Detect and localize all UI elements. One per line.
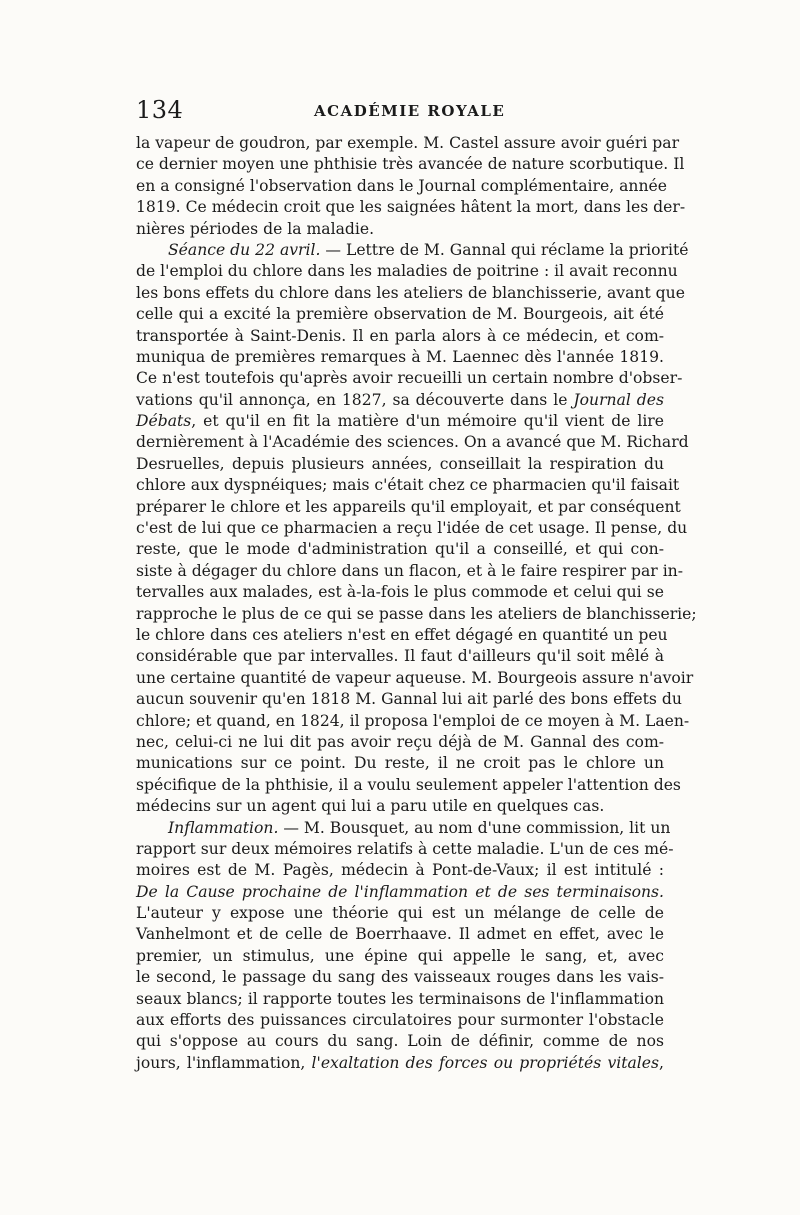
- text-line: [136, 646, 664, 667]
- text-segment: seaux blancs; il rapporte toutes les terminaisons de l'inflammation: [136, 989, 664, 1008]
- text-segment: Ce n'est toutefois qu'après avoir recueilli un certain nombre d'obser-: [136, 369, 683, 388]
- text-line: [136, 368, 683, 389]
- text-segment: nec, celui-ci ne lui dit pas avoir reçu déjà de M. Gannal des com-: [136, 732, 664, 751]
- text-line: [136, 689, 682, 710]
- text-segment: L'auteur y expose une théorie qui est un mélange de celle de: [136, 904, 664, 923]
- text-segment: les bons effets du chlore dans les ateliers de blanchisserie, avant que: [136, 283, 685, 302]
- text-segment: c'est de lui que ce pharmacien a reçu l'idée de cet usage. Il pense, du: [136, 519, 688, 538]
- text-line: [136, 625, 668, 646]
- text-segment: préparer le chlore et les appareils qu'il employait, et par conséquent: [136, 497, 681, 516]
- text-line: [136, 219, 664, 240]
- text-segment: ce dernier moyen une phthisie très avancée de nature scorbutique. Il: [136, 155, 685, 174]
- text-line: [136, 475, 680, 496]
- italic-text: Journal des: [573, 390, 664, 409]
- text-segment: transportée à Saint-Denis. Il en parla alors à ce médecin, et com-: [136, 326, 664, 345]
- text-line: [136, 604, 697, 625]
- text-segment: chlore aux dyspnéiques; mais c'était chez ce pharmacien qu'il faisait: [136, 476, 680, 495]
- text-segment: dernièrement à l'Académie des sciences. On a avancé que M. Richard: [136, 433, 689, 452]
- text-segment: celle qui a excité la première observation de M. Bourgeois, ait été: [136, 305, 664, 324]
- text-segment: Vanhelmont et de celle de Boerrhaave. Il admet en effet, avec le: [136, 925, 664, 944]
- text-segment: 1819. Ce médecin croit que les saignées hâtent la mort, dans les der-: [136, 198, 686, 217]
- text-segment: premier, un stimulus, une épine qui appelle le sang, et, avec: [136, 946, 664, 965]
- text-segment: rapport sur deux mémoires relatifs à cette maladie. L'un de ces mé-: [136, 839, 674, 858]
- text-segment: moires est de M. Pagès, médecin à Pont-de-Vaux; il est intitulé :: [136, 861, 664, 880]
- running-head: ACADÉMIE ROYALE: [314, 102, 506, 120]
- text-segment: le chlore dans ces ateliers n'est en effet dégagé en quantité un peu: [136, 625, 668, 644]
- italic-text: l'exaltation des forces ou propriétés vitales: [311, 1053, 660, 1072]
- text-line: [136, 240, 689, 261]
- text-segment: ,: [659, 1053, 664, 1072]
- text-line: [136, 454, 664, 475]
- text-segment: considérable que par intervalles. Il faut d'ailleurs qu'il soit mêlé à: [136, 647, 664, 666]
- text-segment: — Lettre de M. Gannal qui réclame la priorité: [320, 240, 689, 259]
- text-segment: nières périodes de la maladie.: [136, 219, 375, 238]
- text-segment: tervalles aux malades, est à-la-fois le plus commode et celui qui se: [136, 583, 664, 602]
- text-segment: rapproche le plus de ce qui se passe dans les ateliers de blanchisserie;: [136, 604, 697, 623]
- italic-text: Inflammation.: [168, 818, 279, 837]
- text-segment: chlore; et quand, en 1824, il proposa l'emploi de ce moyen à M. Laen-: [136, 711, 690, 730]
- text-segment: aux efforts des puissances circulatoires pour surmonter l'obstacle: [136, 1011, 664, 1030]
- text-line: [136, 924, 664, 945]
- text-line: [136, 946, 664, 967]
- text-line: [136, 497, 681, 518]
- text-segment: aucun souvenir qu'en 1818 M. Gannal lui ait parlé des bons effets du: [136, 690, 682, 709]
- text-line: [136, 326, 664, 347]
- text-line: [136, 732, 664, 753]
- text-line: [136, 133, 680, 154]
- text-segment: munications sur ce point. Du reste, il ne croit pas le chlore un: [136, 754, 664, 773]
- text-segment: en a consigné l'observation dans le Journal complémentaire, année: [136, 176, 667, 195]
- text-line: [136, 176, 667, 197]
- text-segment: — M. Bousquet, au nom d'une commission, lit un: [278, 818, 671, 837]
- text-line: [136, 347, 664, 368]
- text-line: [136, 903, 664, 924]
- italic-text: De la Cause prochaine de l'inflammation et de ses terminaisons.: [136, 882, 664, 901]
- text-line: [136, 539, 664, 560]
- italic-text: Séance du 22 avril.: [168, 240, 321, 259]
- text-segment: reste, que le mode d'administration qu'il a conseillé, et qui con-: [136, 540, 664, 559]
- text-line: [136, 197, 686, 218]
- text-line: [136, 432, 689, 453]
- italic-text: Débats: [136, 412, 192, 431]
- text-line: [136, 1010, 664, 1031]
- text-line: [136, 775, 681, 796]
- page-number: 134: [136, 96, 184, 124]
- text-segment: vations qu'il annonça, en 1827, sa découverte dans le: [136, 390, 574, 409]
- text-segment: spécifique de la phthisie, il a voulu seulement appeler l'attention des: [136, 775, 681, 794]
- text-line: [136, 561, 683, 582]
- text-segment: jours, l'inflammation,: [136, 1053, 312, 1072]
- text-line: [136, 582, 664, 603]
- text-line: [136, 411, 664, 432]
- text-segment: , et qu'il en fit la matière d'un mémoire qu'il vient de lire: [191, 412, 664, 431]
- text-line: [136, 753, 664, 774]
- text-segment: une certaine quantité de vapeur aqueuse. M. Bourgeois assure n'avoir: [136, 668, 694, 687]
- text-segment: la vapeur de goudron, par exemple. M. Castel assure avoir guéri par: [136, 134, 680, 152]
- text-line: [136, 839, 674, 860]
- text-segment: médecins sur un agent qui lui a paru utile en quelques cas.: [136, 797, 605, 816]
- text-line: [136, 860, 664, 881]
- text-line: [136, 304, 664, 325]
- text-line: [136, 711, 690, 732]
- text-segment: le second, le passage du sang des vaisseaux rouges dans les vais-: [136, 968, 664, 987]
- text-line: [136, 261, 678, 282]
- text-line: [136, 796, 664, 817]
- text-segment: muniqua de premières remarques à M. Laennec dès l'année 1819.: [136, 347, 664, 366]
- text-segment: Desruelles, depuis plusieurs années, conseillait la respiration du: [136, 454, 664, 473]
- text-line: [136, 818, 671, 839]
- text-line: [136, 1053, 664, 1074]
- text-line: [136, 668, 694, 689]
- body-text: [136, 133, 697, 1074]
- text-line: [136, 989, 664, 1010]
- text-segment: siste à dégager du chlore dans un flacon, et à le faire respirer par in-: [136, 561, 683, 580]
- text-line: [136, 967, 664, 988]
- page-header: [136, 96, 676, 126]
- text-line: [136, 390, 664, 411]
- text-segment: qui s'oppose au cours du sang. Loin de définir, comme de nos: [136, 1032, 664, 1051]
- text-line: [136, 518, 688, 539]
- text-segment: de l'emploi du chlore dans les maladies de poitrine : il avait reconnu: [136, 262, 678, 281]
- text-line: [136, 283, 685, 304]
- text-line: [136, 154, 685, 175]
- text-line: [136, 1031, 664, 1052]
- text-line: [136, 882, 664, 903]
